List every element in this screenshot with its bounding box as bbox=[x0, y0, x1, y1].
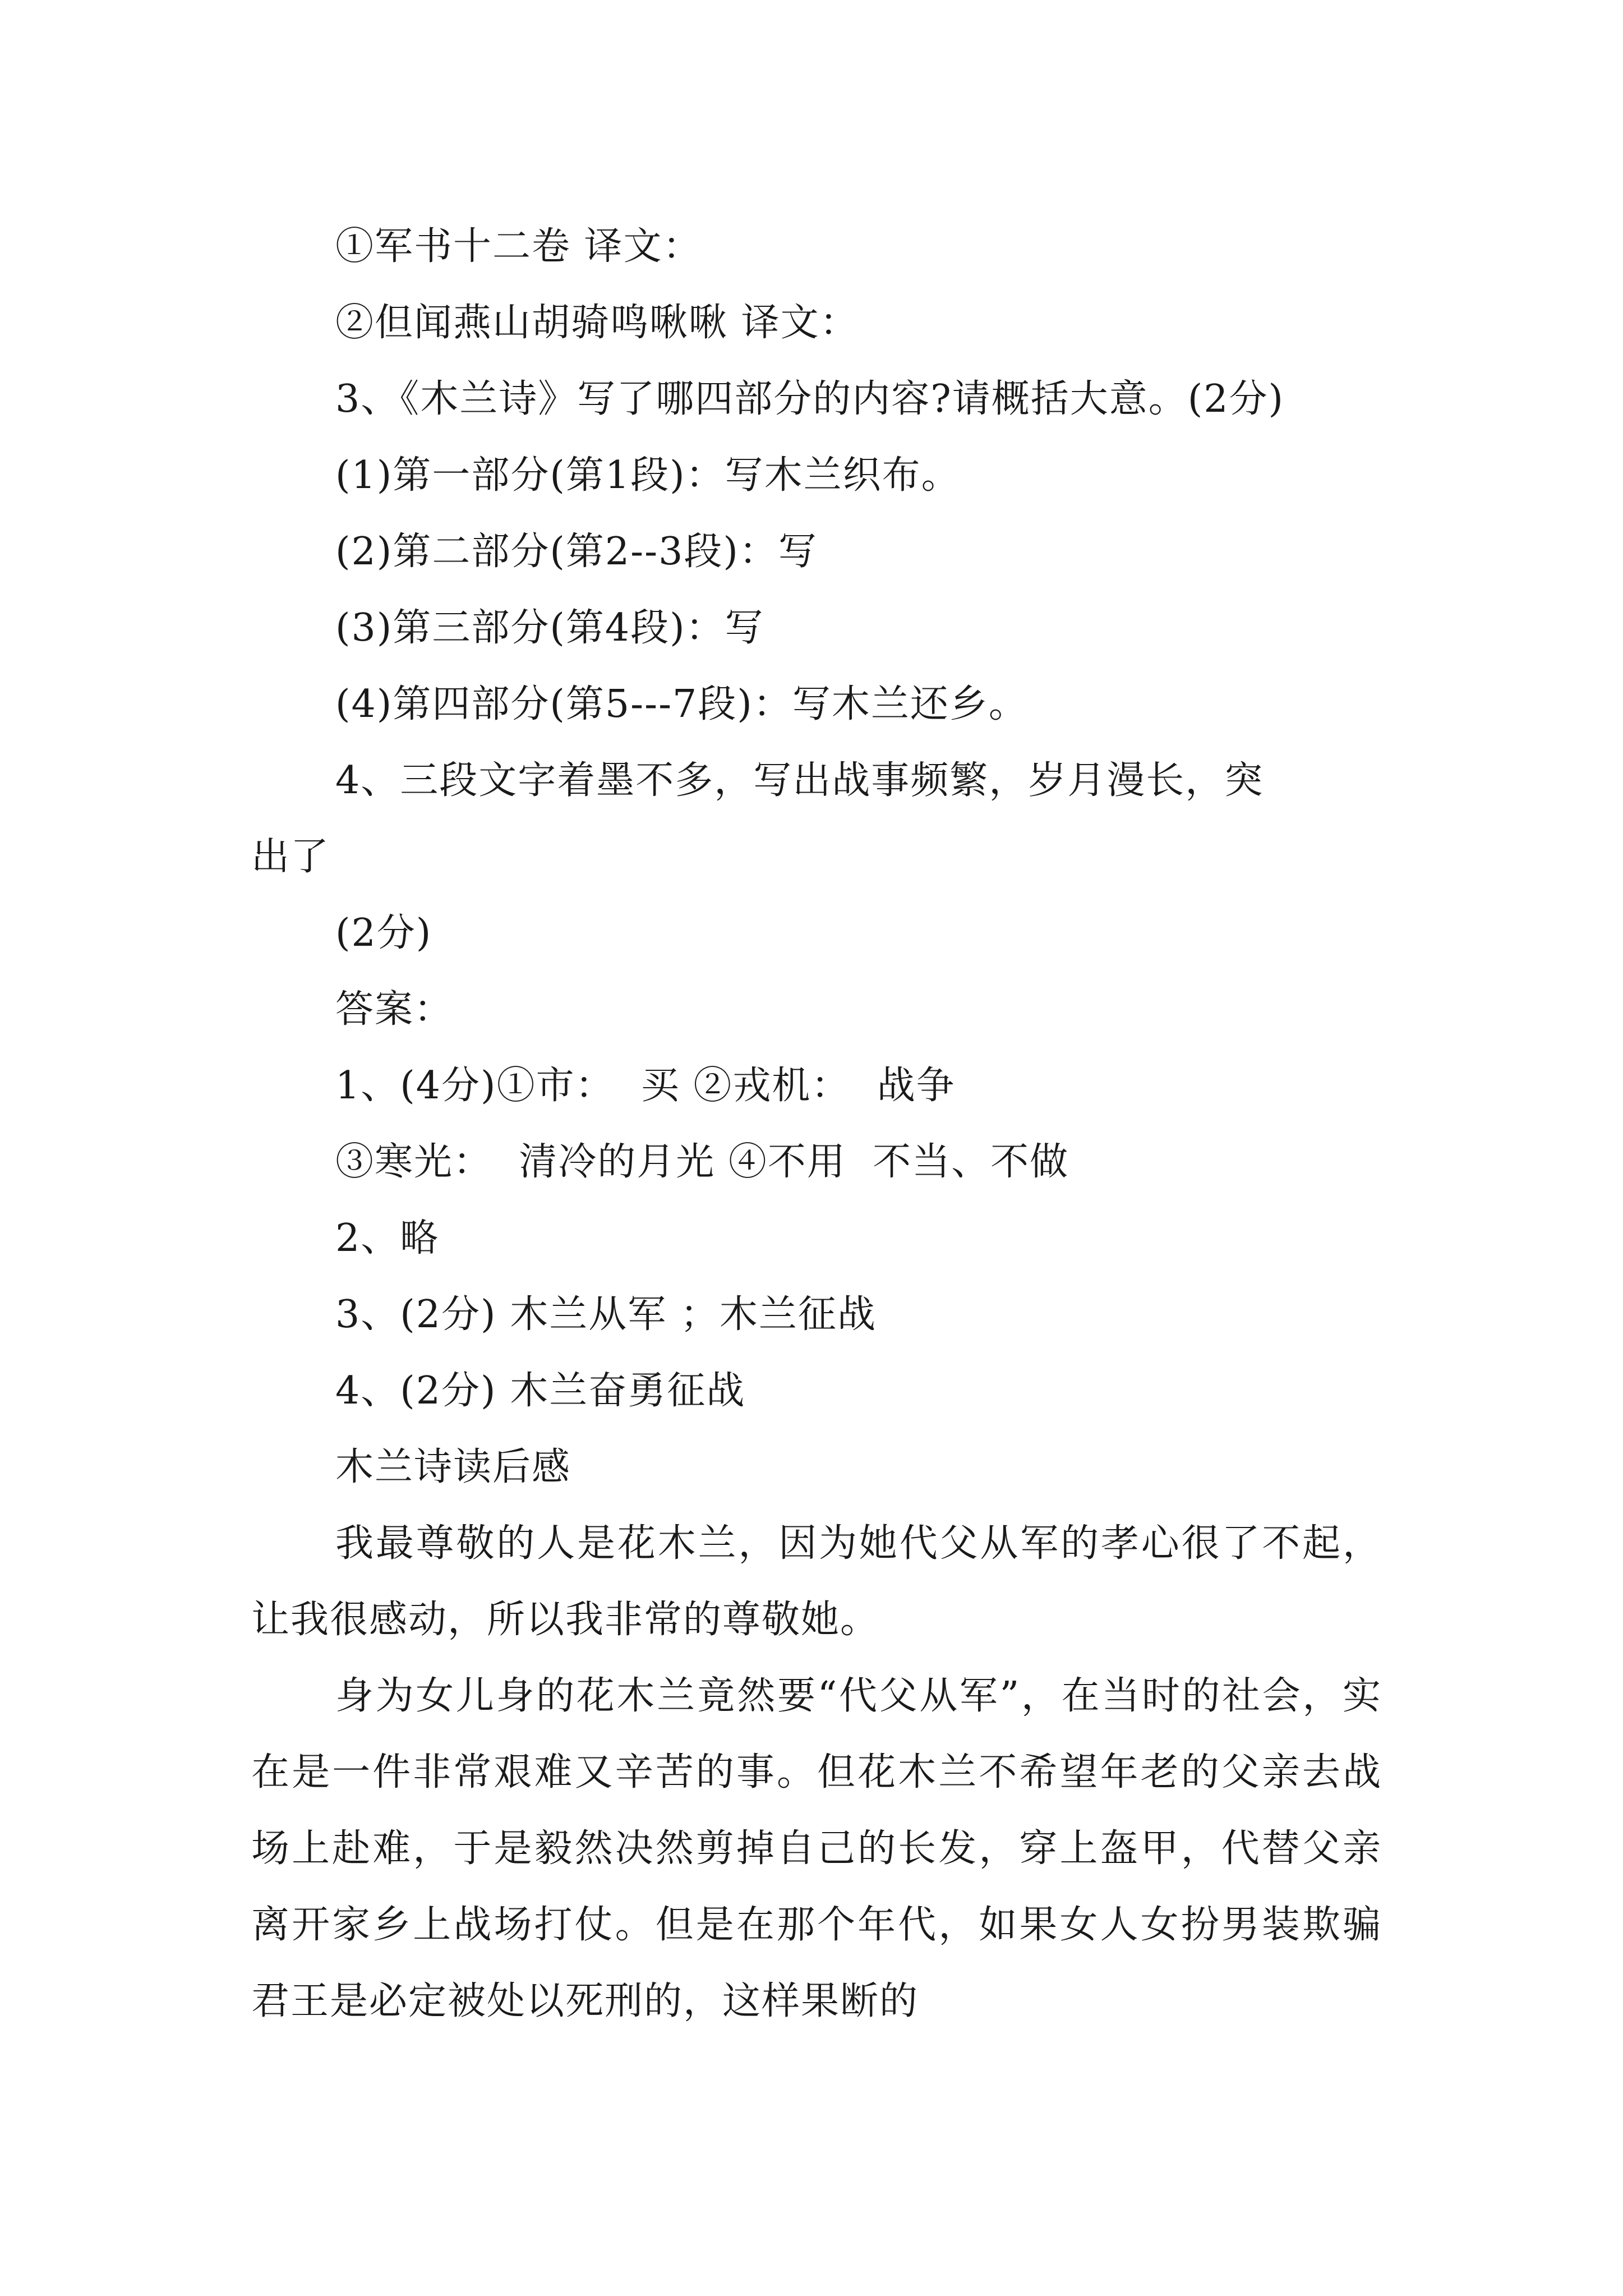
answer-1-line-2: ③寒光： 清冷的月光 ④不用 不当、不做 bbox=[335, 1140, 1069, 1184]
question-3-part-4: (4)第四部分(第5---7段)：写木兰还乡。 bbox=[335, 682, 1028, 726]
essay-title: 木兰诗读后感 bbox=[335, 1445, 571, 1489]
answer-1-line-1: 1、(4分)①市： 买 ②戎机： 战争 bbox=[335, 1064, 956, 1108]
essay-paragraph-2: 身为女儿身的花木兰竟然要“代父从军”，在当时的社会，实在是一件非常艰难又辛苦的事。但花木兰不希望年老的父亲去战场上赴难，于是毅然决然剪掉自己的长发，穿上盔甲，代替父亲离开家乡上战场打仗。但是在那个年代，如果女人女扮男装欺骗君王是必定被处以死刑的，这样果断的 bbox=[251, 1674, 1382, 2023]
question-3-prompt: 3、《木兰诗》写了哪四部分的内容?请概括大意。(2分) bbox=[335, 377, 1285, 421]
question-3-part-1: (1)第一部分(第1段)：写木兰织布。 bbox=[335, 453, 961, 498]
essay-paragraph-1: 我最尊敬的人是花木兰，因为她代父从军的孝心很了不起，让我很感动，所以我非常的尊敬她。 bbox=[251, 1521, 1382, 1642]
question-2-item-2: ②但闻燕山胡骑鸣啾啾 译文： bbox=[335, 301, 859, 345]
answers-heading: 答案： bbox=[335, 987, 454, 1032]
document-body bbox=[251, 209, 1382, 2040]
question-4-prompt-line-1: 4、三段文字着墨不多，写出战事频繁，岁月漫长，突 bbox=[335, 758, 1264, 803]
question-4-score: (2分) bbox=[335, 911, 432, 955]
answer-4: 4、(2分) 木兰奋勇征战 bbox=[335, 1369, 746, 1413]
question-2-item-1: ①军书十二卷 译文： bbox=[335, 224, 702, 269]
question-3-part-3: (3)第三部分(第4段)：写 bbox=[335, 606, 764, 650]
question-4-prompt-line-2: 出了 bbox=[251, 835, 330, 879]
answer-2: 2、略 bbox=[335, 1216, 440, 1260]
answer-3: 3、(2分) 木兰从军 ；木兰征战 bbox=[335, 1292, 877, 1337]
question-3-part-2: (2)第二部分(第2--3段)：写 bbox=[335, 530, 818, 574]
